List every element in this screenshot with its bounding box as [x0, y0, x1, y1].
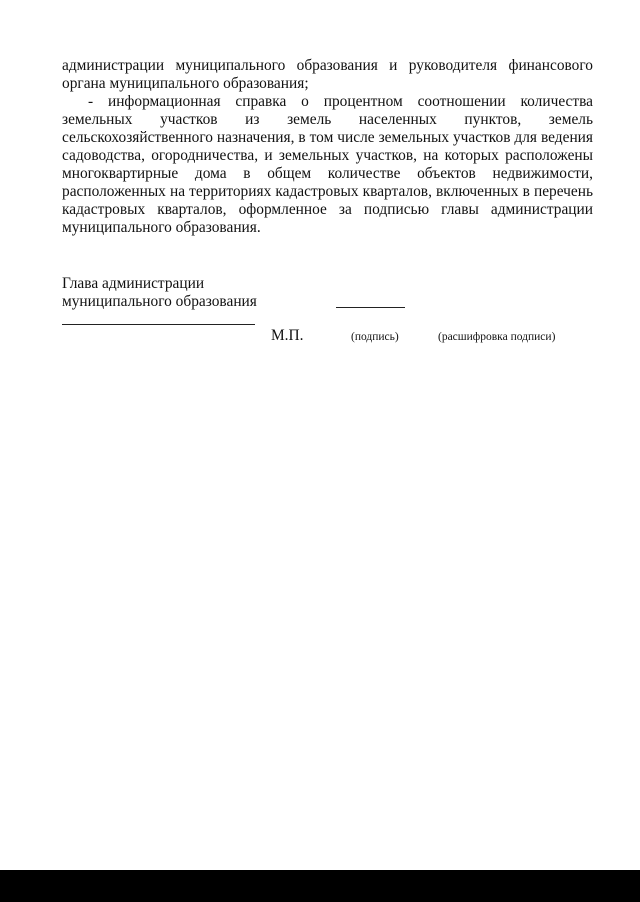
paragraph-info-reference: - информационная справка о процентном соотношении количества земельных участков из земель населенных пунктов, земель сельскохозяйственного назначения, в том числе земельных участков для ведения садоводства, огородничества, и земельных участков, на которых расположены многоквартирные дома в общем количестве объектов недвижимости, расположенных на территориях кадастровых кварталов, включенных в перечень кадастровых кварталов, оформленное за подписью главы администрации муниципального образования.: [62, 93, 593, 236]
signature-caption: (подпись): [351, 331, 399, 343]
signatory-title-line1: Глава администрации: [62, 275, 205, 292]
signatory-title-line2: муниципального образования: [62, 293, 257, 310]
scan-bottom-border: [0, 870, 640, 902]
name-decoding-caption: (расшифровка подписи): [438, 331, 556, 343]
document-body: [62, 57, 593, 237]
signature-line: [336, 307, 405, 308]
paragraph-continuation: администрации муниципального образования и руководителя финансового органа муниципального образования;: [62, 57, 593, 92]
name-line: [62, 324, 255, 325]
stamp-label: М.П.: [271, 327, 304, 344]
